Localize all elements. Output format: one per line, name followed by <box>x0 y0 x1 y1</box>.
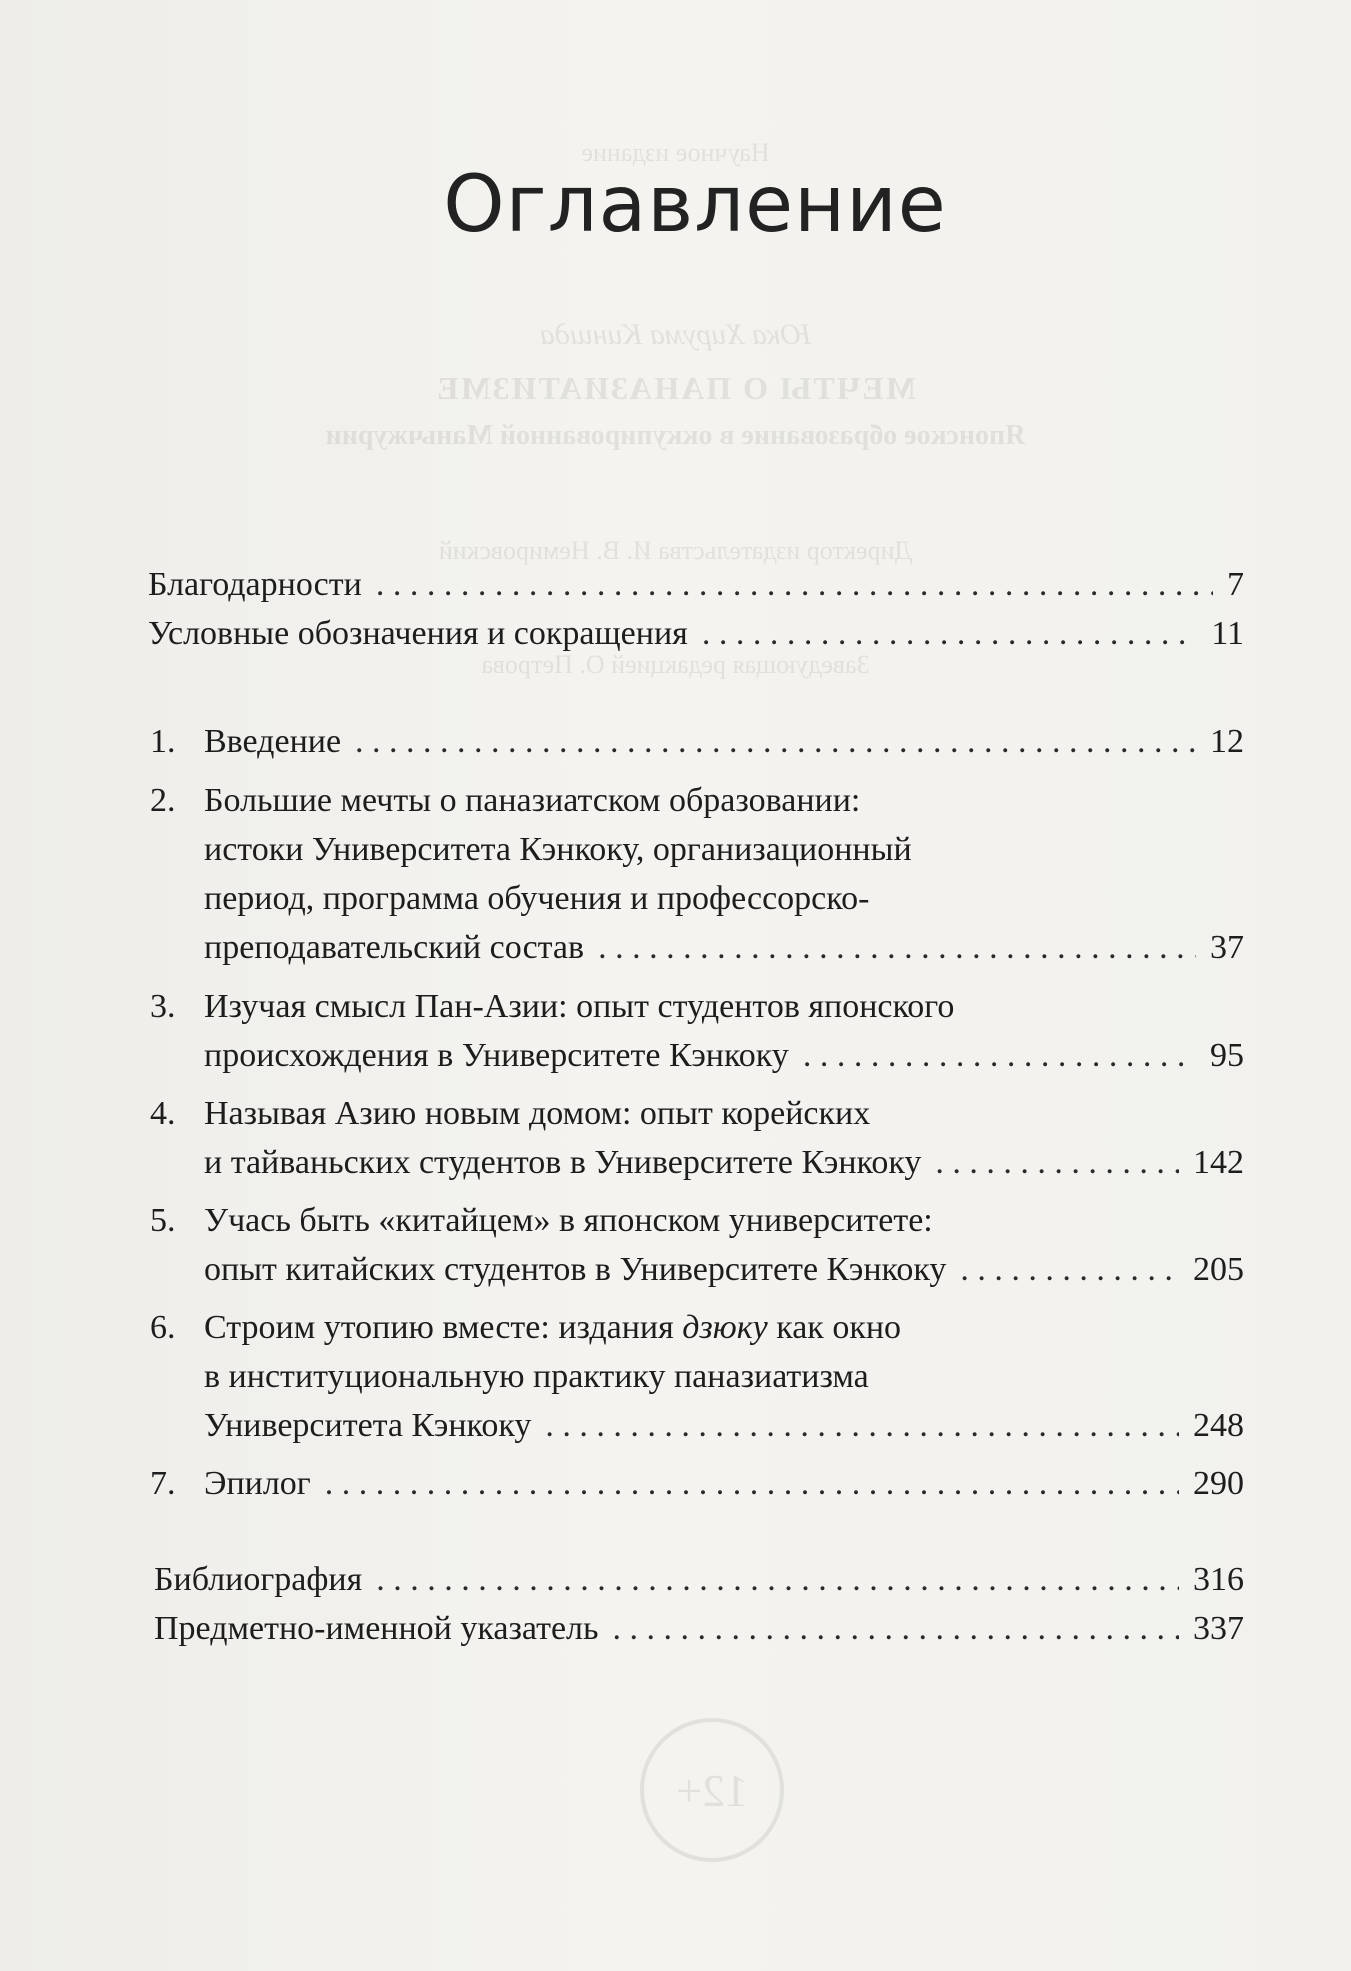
page-title: Оглавление <box>443 160 947 250</box>
dot-leader <box>960 1246 1179 1294</box>
toc-entry-continuation <box>204 1139 1244 1187</box>
chapter-number: 6. <box>150 1309 176 1346</box>
toc-entry-acknowledgements[interactable] <box>148 561 1244 609</box>
toc-entry-text: Называя Азию новым домом: опыт корейских <box>204 1095 871 1132</box>
toc-entry-text: преподавательский состав <box>204 929 585 966</box>
toc-entry-text: и тайваньских студентов в Университете Кэнкоку <box>204 1144 922 1181</box>
toc-entry-italic-term: дзюку <box>682 1309 768 1346</box>
toc-entry-continuation: истоки Университета Кэнкоку, организационный <box>204 831 912 868</box>
toc-page-number: 37 <box>1210 929 1244 966</box>
toc-entry-abbreviations[interactable] <box>148 610 1244 658</box>
toc-entry-continuation <box>204 1402 1244 1450</box>
toc-entry-chapter-1[interactable] <box>150 718 1244 766</box>
toc-entry-text: Условные обозначения и сокращения <box>148 615 688 652</box>
toc-page-number: 316 <box>1193 1561 1244 1598</box>
toc-page-number: 205 <box>1193 1251 1244 1288</box>
toc-page-number: 290 <box>1193 1465 1244 1502</box>
toc-entry-bibliography[interactable] <box>154 1556 1244 1604</box>
toc-entry-continuation: период, программа обучения и профессорско- <box>204 880 870 917</box>
dot-leader <box>355 718 1196 766</box>
dot-leader <box>935 1139 1179 1187</box>
dot-leader <box>325 1460 1179 1508</box>
toc-page-number: 7 <box>1227 566 1244 603</box>
toc-entry-index[interactable] <box>154 1605 1244 1653</box>
dot-leader <box>803 1032 1196 1080</box>
chapter-number: 1. <box>150 723 176 760</box>
toc-entry-continuation <box>204 924 1244 972</box>
toc-entry-text: Строим утопию вместе: издания <box>204 1309 683 1346</box>
showthrough-line: Научное издание <box>581 138 770 167</box>
chapter-number: 5. <box>150 1202 176 1239</box>
toc-entry-text: Учась быть «китайцем» в японском университете: <box>204 1202 933 1239</box>
dot-leader <box>376 1556 1179 1604</box>
toc-page-number: 95 <box>1210 1037 1244 1074</box>
toc-entry-text: Введение <box>204 723 342 760</box>
dot-leader <box>613 1605 1179 1653</box>
toc-entry-chapter-7[interactable] <box>150 1460 1244 1508</box>
toc-entry-chapter-2[interactable] <box>150 777 860 825</box>
showthrough-line: МЕЧТЫ О ПАНАЗИАТИЗМЕ <box>435 370 916 406</box>
showthrough-line: Директор издательства И. В. Немировский <box>438 536 913 565</box>
showthrough-line: Заведующая редакцией О. Петрова <box>481 650 870 679</box>
toc-page-number: 12 <box>1210 723 1244 760</box>
toc-page-number: 11 <box>1211 615 1244 652</box>
toc-entry-text: Университета Кэнкоку <box>204 1407 532 1444</box>
toc-entry-text: Большие мечты о паназиатском образовании: <box>204 782 861 819</box>
toc-entry-text: Библиография <box>154 1561 363 1598</box>
chapter-number: 2. <box>150 782 176 819</box>
showthrough-line: Японское образование в оккупированной Маньчжурии <box>325 420 1026 451</box>
chapter-number: 3. <box>150 988 176 1025</box>
age-rating-showthrough: 12+ <box>640 1718 784 1862</box>
toc-entry-text: как окно <box>767 1309 902 1346</box>
toc-entry-text: Предметно-именной указатель <box>154 1610 599 1647</box>
toc-page-number: 248 <box>1193 1407 1244 1444</box>
toc-entry-text: Эпилог <box>204 1465 311 1502</box>
toc-entry-text: происхождения в Университете Кэнкоку <box>204 1037 789 1074</box>
chapter-number: 7. <box>150 1465 176 1502</box>
toc-entry-continuation <box>204 1246 1244 1294</box>
toc-entry-continuation: в институциональную практику паназиатизма <box>204 1358 869 1395</box>
dot-leader <box>376 561 1213 609</box>
toc-entry-text: опыт китайских студентов в Университете Кэнкоку <box>204 1251 947 1288</box>
toc-entry-continuation <box>204 1032 1244 1080</box>
dot-leader <box>702 610 1197 658</box>
toc-page-number: 142 <box>1193 1144 1244 1181</box>
toc-entry-chapter-3[interactable] <box>150 983 954 1031</box>
chapter-number: 4. <box>150 1095 176 1132</box>
toc-entry-chapter-5[interactable] <box>150 1197 933 1245</box>
dot-leader <box>545 1402 1179 1450</box>
toc-entry-text: Изучая смысл Пан-Азии: опыт студентов японского <box>204 988 955 1025</box>
toc-entry-chapter-4[interactable] <box>150 1090 870 1138</box>
toc-entry-text: Благодарности <box>148 566 362 603</box>
dot-leader <box>598 924 1196 972</box>
showthrough-line: Юка Хирума Киншда <box>539 318 812 351</box>
toc-page-number: 337 <box>1193 1610 1244 1647</box>
toc-entry-chapter-6[interactable] <box>150 1304 901 1352</box>
